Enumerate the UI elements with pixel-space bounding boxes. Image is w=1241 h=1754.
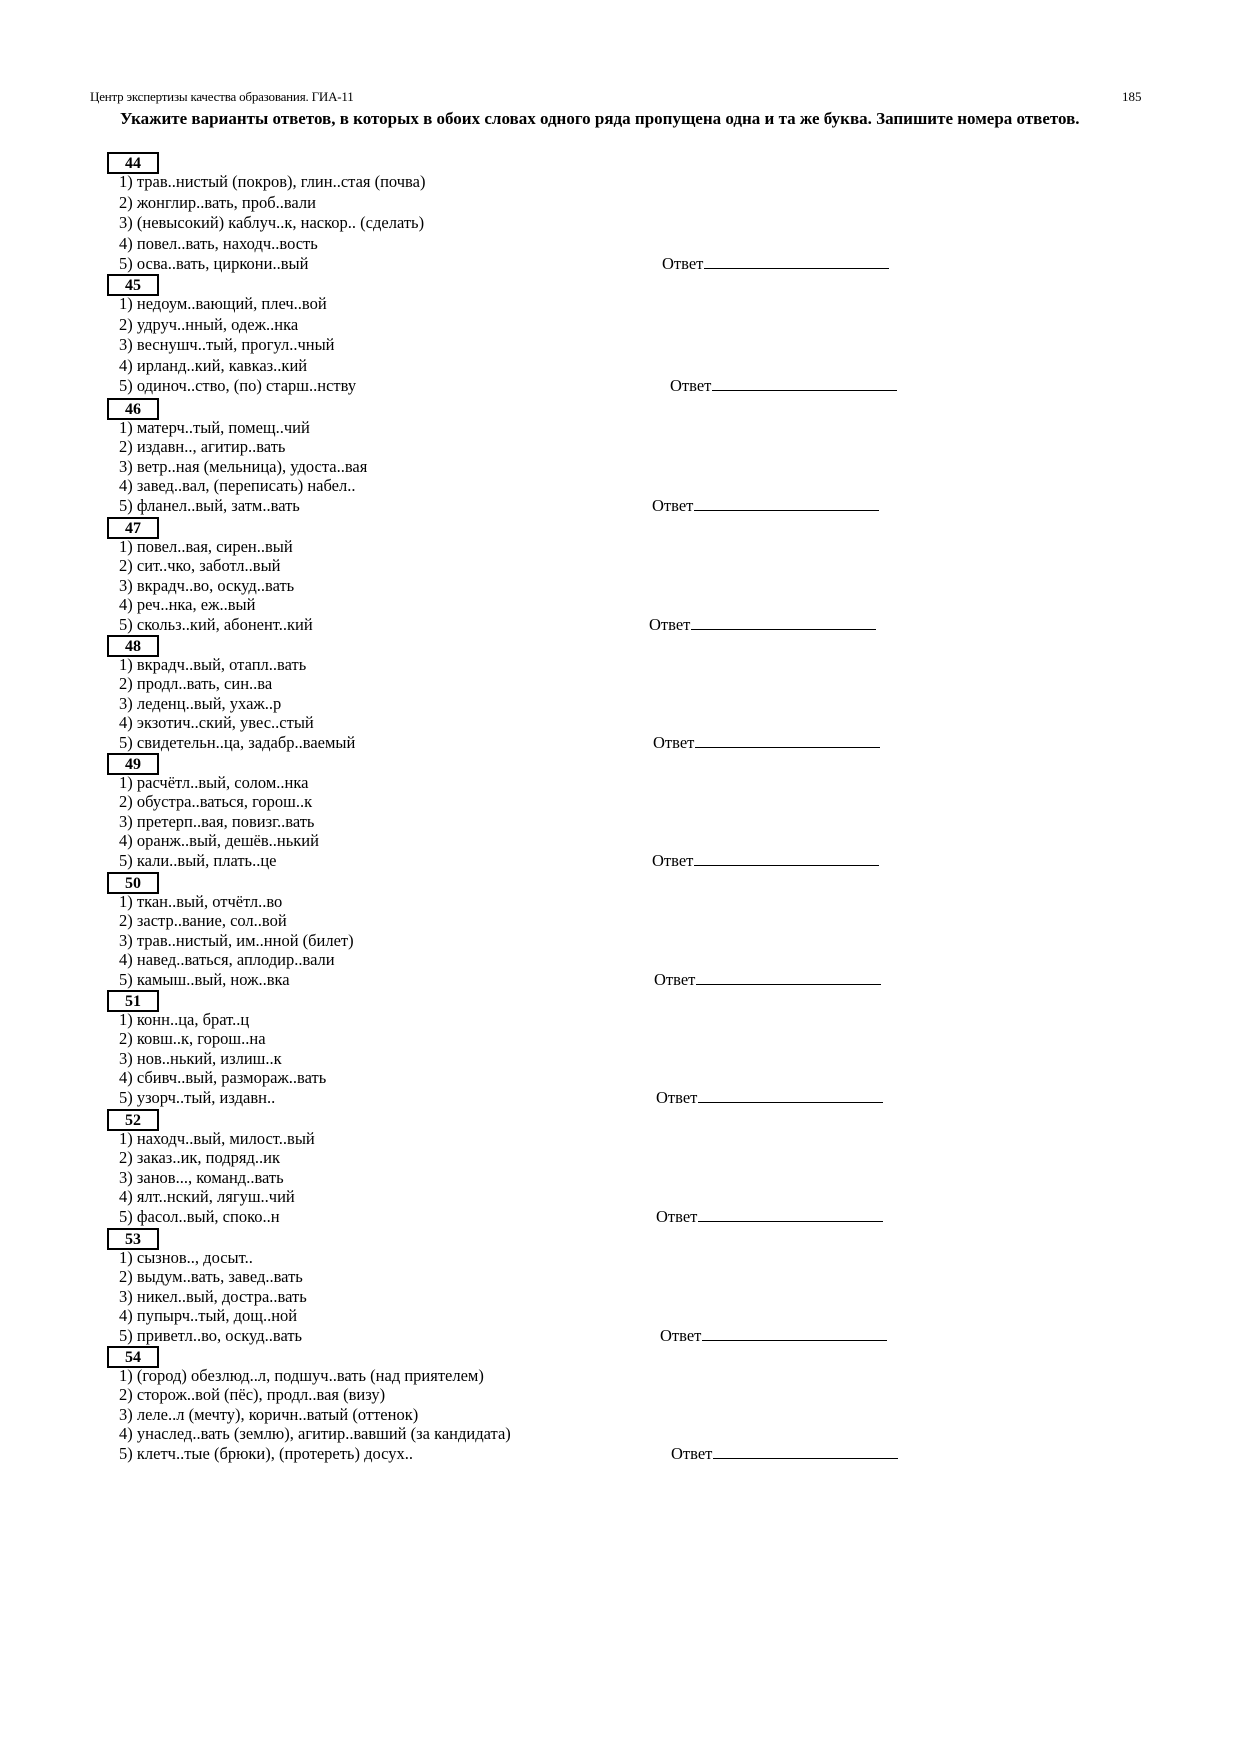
answer-option: 1) недоум..вающий, плеч..вой [119, 294, 327, 313]
question-number-box: 45 [107, 274, 159, 296]
answer-option: 3) леденц..вый, ухаж..р [119, 693, 282, 713]
answer-option: 4) ялт..нский, лягуш..чий [119, 1187, 295, 1207]
answer-option: 3) никел..вый, достра..вать [119, 1286, 307, 1306]
answer-field [662, 254, 889, 274]
answer-option: 4) оранж..вый, дешёв..нький [119, 831, 319, 851]
answer-option: 2) ковш..к, горош..на [119, 1029, 266, 1049]
answer-option: 5) приветл..во, оскуд..вать [119, 1325, 303, 1345]
answer-input-line[interactable] [694, 496, 879, 511]
task-instruction: Укажите варианты ответов, в которых в обоих словах одного ряда пропущена одна и та же буква. Запишите номера ответов. [120, 109, 1080, 128]
answer-field [660, 1326, 887, 1346]
answer-label: Ответ [656, 1206, 698, 1226]
question-number-box: 51 [107, 990, 159, 1012]
answer-option: 3) занов..., команд..вать [119, 1167, 284, 1187]
answer-option: 2) обустра..ваться, горош..к [119, 792, 313, 812]
answer-option: 3) веснушч..тый, прогул..чный [119, 335, 335, 354]
answer-input-line[interactable] [696, 970, 881, 985]
answer-option: 4) реч..нка, еж..вый [119, 595, 256, 615]
answer-label: Ответ [653, 732, 695, 752]
answer-option: 1) повел..вая, сирен..вый [119, 537, 293, 556]
answer-input-line[interactable] [704, 254, 889, 269]
answer-field [649, 615, 876, 635]
answer-label: Ответ [649, 614, 691, 634]
answer-option: 2) выдум..вать, завед..вать [119, 1267, 303, 1287]
answer-option: 1) трав..нистый (покров), глин..стая (почва) [119, 172, 426, 191]
answer-label: Ответ [652, 495, 694, 515]
answer-option: 5) фасол..вый, споко..н [119, 1206, 280, 1226]
answer-option: 5) кали..вый, плать..це [119, 850, 277, 870]
answer-option: 2) заказ..ик, подряд..ик [119, 1148, 280, 1168]
answer-option: 1) (город) обезлюд..л, подшуч..вать (над приятелем) [119, 1366, 484, 1385]
answer-option: 1) матерч..тый, помещ..чий [119, 418, 310, 437]
answer-field [653, 733, 880, 753]
answer-option: 2) удруч..нный, одеж..нка [119, 314, 299, 334]
answer-option: 3) нов..нький, излиш..к [119, 1048, 282, 1068]
answer-option: 4) унаслед..вать (землю), агитир..вавший (за кандидата) [119, 1424, 511, 1444]
answer-input-line[interactable] [698, 1088, 883, 1103]
answer-option: 5) фланел..вый, затм..вать [119, 495, 300, 515]
answer-option: 5) клетч..тые (брюки), (протереть) досух.. [119, 1443, 413, 1463]
answer-option: 1) конн..ца, брат..ц [119, 1010, 250, 1029]
answer-field [652, 851, 879, 871]
answer-option: 4) навед..ваться, аплодир..вали [119, 950, 335, 970]
answer-option: 5) камыш..вый, нож..вка [119, 969, 290, 989]
answer-option: 1) находч..вый, милост..вый [119, 1129, 315, 1148]
answer-label: Ответ [662, 254, 704, 273]
answer-option: 3) (невысокий) каблуч..к, наскор.. (сделать) [119, 213, 425, 232]
answer-option: 1) расчётл..вый, солом..нка [119, 773, 309, 792]
header-source: Центр экспертизы качества образования. ГИА-11 [90, 89, 354, 104]
answer-option: 2) продл..вать, син..ва [119, 674, 273, 694]
answer-option: 4) ирланд..кий, кавказ..кий [119, 355, 308, 375]
question-number-box: 50 [107, 872, 159, 894]
answer-option: 1) ткан..вый, отчётл..во [119, 892, 283, 911]
answer-input-line[interactable] [713, 1444, 898, 1459]
answer-option: 5) скольз..кий, абонент..кий [119, 614, 313, 634]
answer-option: 1) сызнов.., досыт.. [119, 1248, 253, 1267]
question-number-box: 54 [107, 1346, 159, 1368]
answer-option: 2) застр..вание, сол..вой [119, 911, 287, 931]
answer-option: 3) вкрадч..во, оскуд..вать [119, 575, 295, 595]
answer-option: 3) трав..нистый, им..нной (билет) [119, 930, 354, 950]
answer-label: Ответ [660, 1325, 702, 1345]
answer-option: 4) повел..вать, находч..вость [119, 233, 318, 253]
answer-option: 5) осва..вать, циркони..вый [119, 254, 309, 273]
answer-label: Ответ [671, 1443, 713, 1463]
question-number-box: 52 [107, 1109, 159, 1131]
answer-field [670, 376, 897, 396]
answer-label: Ответ [652, 850, 694, 870]
question-number-box: 49 [107, 753, 159, 775]
answer-input-line[interactable] [694, 851, 879, 866]
answer-option: 3) претерп..вая, повизг..вать [119, 811, 315, 831]
question-number-box: 46 [107, 398, 159, 420]
answer-field [656, 1207, 883, 1227]
page-number: 185 [1122, 89, 1142, 104]
answer-input-line[interactable] [702, 1326, 887, 1341]
answer-option: 5) свидетельн..ца, задабр..ваемый [119, 732, 356, 752]
answer-option: 2) сит..чко, заботл..вый [119, 556, 281, 576]
question-number-box: 53 [107, 1228, 159, 1250]
answer-label: Ответ [670, 376, 712, 395]
answer-label: Ответ [654, 969, 696, 989]
answer-option: 5) узорч..тый, издавн.. [119, 1087, 276, 1107]
answer-option: 2) издавн.., агитир..вать [119, 437, 286, 457]
answer-field [652, 496, 879, 516]
answer-input-line[interactable] [691, 615, 876, 630]
question-number-box: 47 [107, 517, 159, 539]
answer-option: 4) завед..вал, (переписать) набел.. [119, 476, 356, 496]
answer-option: 2) сторож..вой (пёс), продл..вая (визу) [119, 1385, 386, 1405]
answer-option: 3) ветр..ная (мельница), удоста..вая [119, 456, 368, 476]
answer-input-line[interactable] [712, 376, 897, 391]
answer-option: 4) пупырч..тый, дощ..ной [119, 1306, 298, 1326]
answer-option: 5) одиноч..ство, (по) старш..нству [119, 376, 357, 395]
answer-field [656, 1088, 883, 1108]
answer-option: 3) леле..л (мечту), коричн..ватый (оттенок) [119, 1404, 419, 1424]
answer-input-line[interactable] [698, 1207, 883, 1222]
answer-input-line[interactable] [695, 733, 880, 748]
answer-option: 4) экзотич..ский, увес..стый [119, 713, 314, 733]
question-number-box: 48 [107, 635, 159, 657]
answer-option: 4) сбивч..вый, размораж..вать [119, 1068, 327, 1088]
answer-option: 2) жонглир..вать, проб..вали [119, 192, 316, 212]
answer-field [671, 1444, 898, 1464]
answer-option: 1) вкрадч..вый, отапл..вать [119, 655, 307, 674]
answer-field [654, 970, 881, 990]
answer-label: Ответ [656, 1087, 698, 1107]
question-number-box: 44 [107, 152, 159, 174]
